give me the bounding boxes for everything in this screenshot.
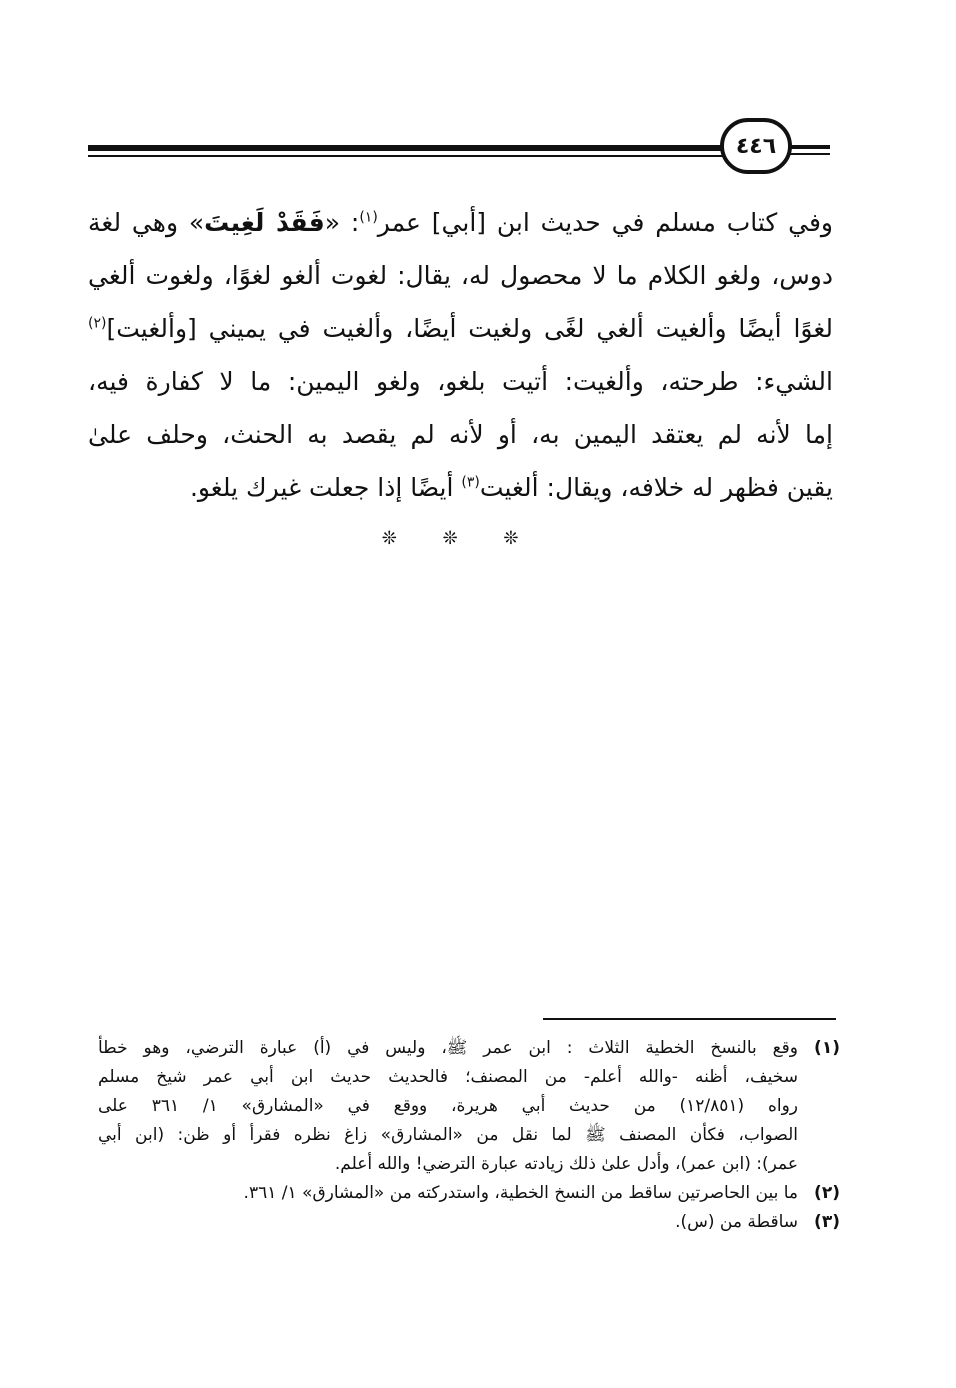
header-rule-thin: [88, 155, 728, 157]
text-line: [88, 302, 833, 355]
main-text: [88, 196, 833, 514]
text-line: [88, 196, 833, 249]
page-number-badge: [720, 118, 792, 174]
footnote-number: (٣): [814, 1212, 840, 1232]
footnote-text: [98, 1208, 798, 1237]
footnote-line: عمر): (ابن عمر)، وأدل علىٰ ذلك زيادته عبارة الترضي! والله أعلم.: [334, 1154, 798, 1174]
footnote-number: (١): [814, 1038, 840, 1058]
text-line: إما لأنه لم يعتقد اليمين به، أو لأنه لم يقصد به الحنث، وحلف علىٰ: [88, 420, 833, 449]
footnote: [98, 1179, 840, 1208]
text-span: يقين فظهر له خلافه، ويقال: ألغيت: [479, 473, 833, 502]
footnote: [98, 1208, 840, 1237]
footnote-line: ساقطة من (س).: [675, 1212, 798, 1232]
footnote-text: [98, 1034, 798, 1179]
text-span: وفي كتاب مسلم في حديث ابن [أبي] عمر: [377, 208, 833, 237]
header-rule: [88, 145, 728, 151]
footnote-line: ما بين الحاصرتين ساقط من النسخ الخطية، واستدركته من «المشارق» ١/ ٣٦١.: [243, 1183, 798, 1203]
text-span: : «: [324, 208, 360, 237]
footnote-number: (٢): [814, 1183, 840, 1203]
footnote-line: وقع بالنسخ الخطية الثلاث : ابن عمر ﷺ، وليس في (أ) عبارة الترضي، وهو خطأ: [98, 1038, 798, 1058]
text-line: [88, 461, 833, 514]
page-header: [88, 118, 830, 180]
text-line: دوس، ولغو الكلام ما لا محصول له، يقال: لغوت ألغو لغوًا، ولغوت ألغي: [88, 261, 833, 290]
footnote-text: [98, 1179, 798, 1208]
header-rule-right-thin: [788, 153, 830, 155]
text-span: » وهي لغة: [88, 208, 205, 237]
footnote-ref: (٣): [461, 474, 480, 491]
footnote-line: سخيف، أظنه -والله أعلم- من المصنف؛ فالحديث حديث ابن أبي عمر شيخ مسلم: [98, 1067, 798, 1087]
text-span: لغوًا أيضًا وألغيت ألغي لغًى ولغيت أيضًا، وألغيت في يميني [وألغيت]: [106, 314, 833, 343]
page-number: ٤٤٦: [735, 133, 777, 159]
footnote-line: الصواب، فكأن المصنف ﷺ لما نقل من «المشارق» زاغ نظره فقرأ أو ظن: (ابن أبي: [98, 1125, 798, 1145]
footnote-ref: (٢): [88, 315, 107, 332]
footnote: [98, 1034, 840, 1179]
text-line: الشيء: طرحته، وألغيت: أتيت بلغو، ولغو اليمين: ما لا كفارة فيه،: [88, 367, 833, 396]
footnotes: [98, 1034, 840, 1237]
footnote-ref: (١): [359, 209, 378, 226]
section-separator: ❊ ❊ ❊: [381, 528, 539, 549]
hadith-quote: فَقَدْ لَغِيتَ: [204, 208, 325, 237]
header-rule-right: [788, 145, 830, 149]
text-span: أيضًا إذا جعلت غيرك يلغو.: [189, 473, 462, 502]
footnote-line: رواه (١٢/٨٥١) من حديث أبي هريرة، ووقع في «المشارق» ١/ ٣٦١ على: [98, 1096, 799, 1116]
footnote-rule: [543, 1018, 836, 1020]
